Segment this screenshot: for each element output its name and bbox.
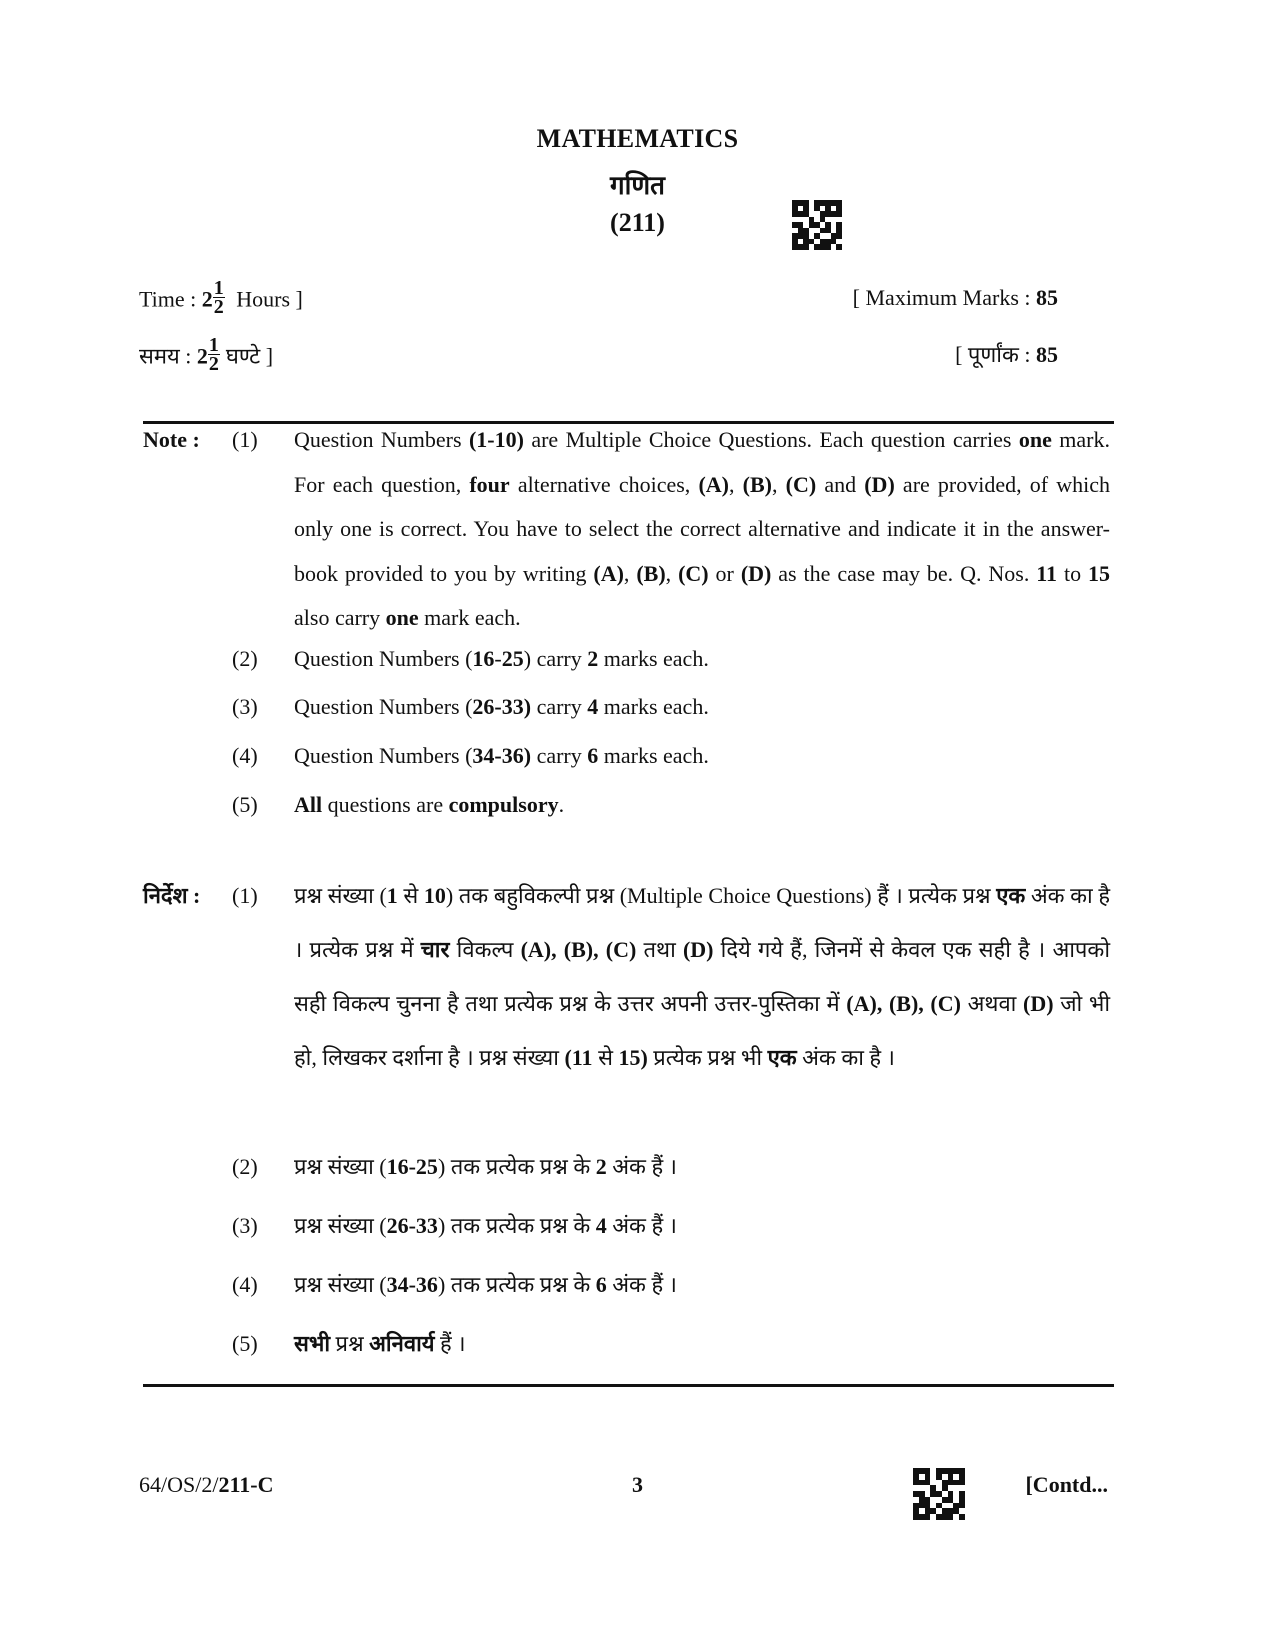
note-en-item-5 (294, 790, 1110, 820)
emphasis-text: 34-36) (472, 743, 532, 768)
plain-text: mark. For each question, (294, 427, 1110, 497)
emphasis-text: one (385, 605, 419, 630)
emphasis-text: (B) (636, 560, 666, 586)
plain-text: से (592, 1045, 619, 1070)
emphasis-text: 2 (587, 646, 599, 671)
continued-label: [Contd... (1025, 1472, 1108, 1497)
time-hi-fraction-numerator: 1 (208, 334, 219, 356)
note-en-item-3 (294, 692, 1110, 722)
emphasis-text: (C) (785, 471, 817, 497)
note-en-num-2: (2) (232, 646, 258, 671)
emphasis-text: 26-33 (386, 1213, 438, 1238)
time-hi-prefix: समय : (139, 343, 197, 369)
note-en-label: Note : (143, 427, 200, 452)
emphasis-text: 15 (1088, 560, 1110, 586)
plain-text: तथा (636, 937, 683, 962)
note-hi-num-1: (1) (232, 883, 258, 908)
time-hi-fraction-denominator: 2 (208, 353, 219, 375)
plain-text: अंक का है । प्रत्येक प्रश्न में (294, 883, 1111, 962)
note-hi-num-3: (3) (232, 1213, 258, 1238)
emphasis-text: 25 (501, 646, 524, 671)
note-en-num-5: (5) (232, 792, 258, 817)
emphasis-text: (1-10) (468, 427, 524, 452)
note-hi-label: निर्देश : (143, 883, 201, 908)
plain-text: Question Numbers (294, 427, 469, 452)
plain-text: , (665, 560, 679, 586)
plain-text: प्रश्न संख्या ( (294, 883, 387, 908)
plain-text: , (623, 560, 637, 586)
emphasis-text: चार (420, 937, 450, 962)
max-marks-hi-value: 85 (1036, 342, 1058, 367)
plain-text: प्रश्न संख्या ( (294, 1272, 387, 1297)
time-en-prefix: Time : (139, 286, 202, 312)
emphasis-text: four (469, 471, 510, 497)
bottom-divider (143, 1384, 1114, 1387)
emphasis-text: एक (767, 1045, 797, 1070)
plain-text: अंक हैं । (606, 1154, 677, 1179)
emphasis-text: 4 (587, 694, 599, 719)
qr-code-icon (792, 200, 842, 250)
emphasis-text: (D) (740, 560, 772, 586)
emphasis-text: अनिवार्य (369, 1331, 435, 1356)
plain-text: अंक हैं । (606, 1213, 677, 1238)
plain-text: marks each. (598, 743, 709, 768)
time-hi-suffix: घण्टे ] (225, 343, 274, 369)
time-en (139, 277, 303, 320)
plain-text: Question Numbers ( (294, 694, 473, 719)
plain-text: प्रश्न संख्या ( (294, 1154, 387, 1179)
plain-text: अथवा (960, 991, 1024, 1016)
plain-text: ) तक बहुविकल्पी प्रश्न (Multiple Choice Questions) हैं । प्रत्येक प्रश्न (445, 883, 997, 908)
emphasis-text: compulsory (448, 792, 559, 817)
plain-text: हैं । (434, 1331, 466, 1356)
emphasis-text: 16-25 (386, 1154, 438, 1179)
plain-text: also carry (294, 605, 386, 630)
emphasis-text: 6 (595, 1272, 607, 1297)
emphasis-text: 26-33) (472, 694, 532, 719)
max-marks-hi (955, 340, 1058, 370)
emphasis-text: (A) (698, 471, 729, 497)
plain-text: ) carry (523, 646, 588, 671)
max-marks-en-prefix: [ Maximum Marks : (852, 285, 1036, 310)
time-whole: 2 (201, 286, 213, 312)
plain-text: as the case may be. Q. Nos. (771, 560, 1037, 586)
plain-text: Question Numbers ( (294, 743, 473, 768)
plain-text: mark each. (418, 605, 521, 630)
subject-title-en: MATHEMATICS (536, 124, 739, 153)
note-en-item-1 (294, 418, 1110, 641)
emphasis-text: (D) (1023, 991, 1054, 1016)
plain-text: ) तक प्रत्येक प्रश्न के (437, 1154, 596, 1179)
max-marks-en (853, 283, 1058, 313)
paper-code-bold: 211-C (218, 1472, 274, 1497)
plain-text: प्रश्न संख्या ( (294, 1213, 387, 1238)
note-hi-num-4: (4) (232, 1272, 258, 1297)
emphasis-text: (A), (B), (C) (520, 937, 637, 962)
plain-text: alternative choices, (509, 471, 699, 497)
qr-code-footer-icon (913, 1468, 965, 1520)
time-en-suffix: Hours ] (236, 286, 303, 312)
plain-text: ) तक प्रत्येक प्रश्न के (437, 1272, 596, 1297)
plain-text: are provided, of which only one is correct. You have to select the correct alternative and indicate it in the answer-book provided to you by writing (294, 471, 1111, 586)
plain-text: विकल्प (449, 937, 521, 962)
note-en-num-3: (3) (232, 694, 258, 719)
plain-text: प्रश्न (330, 1331, 370, 1356)
note-en-num-1: (1) (232, 427, 258, 452)
time-hi-whole: 2 (196, 343, 208, 369)
emphasis-text: 15) (618, 1045, 648, 1070)
time-hi (139, 334, 274, 377)
note-hi-item-2 (294, 1152, 1110, 1182)
time-fraction-numerator: 1 (213, 277, 224, 299)
note-hi-item-3 (294, 1211, 1110, 1241)
note-en-num-4: (4) (232, 743, 258, 768)
emphasis-text: 2 (595, 1154, 607, 1179)
emphasis-text: 10 (423, 883, 446, 908)
plain-text: - (494, 646, 502, 671)
emphasis-text: 4 (595, 1213, 607, 1238)
emphasis-text: (C) (678, 560, 709, 586)
emphasis-text: (B) (742, 471, 772, 497)
plain-text: and (816, 471, 865, 497)
plain-text: carry (531, 743, 588, 768)
note-en-item-4 (294, 741, 1110, 771)
subject-title-hi: गणित (610, 171, 665, 200)
subject-code: (211) (610, 208, 665, 237)
time-hi-fraction (208, 336, 220, 373)
plain-text: अंक का है । (796, 1045, 895, 1070)
emphasis-text: (11 (564, 1045, 593, 1070)
emphasis-text: (D) (864, 471, 895, 497)
note-hi-num-5: (5) (232, 1331, 258, 1356)
note-hi-item-1 (294, 869, 1110, 1085)
plain-text: Question Numbers ( (294, 646, 473, 671)
page-number: 3 (632, 1472, 643, 1497)
plain-text: अंक हैं । (606, 1272, 677, 1297)
emphasis-text: 1 (386, 883, 398, 908)
emphasis-text: (A), (B), (C) (846, 991, 961, 1016)
plain-text: जो भी हो, लिखकर दर्शाना है । प्रश्न संख्या (294, 991, 1111, 1070)
paper-code-prefix: 64/OS/2/ (139, 1472, 219, 1497)
emphasis-text: 11 (1036, 560, 1058, 586)
note-en-item-2 (294, 644, 1110, 674)
emphasis-text: All (294, 792, 323, 817)
plain-text: प्रत्येक प्रश्न भी (647, 1045, 768, 1070)
plain-text: से (397, 883, 424, 908)
plain-text: to (1057, 560, 1088, 586)
plain-text: ) तक प्रत्येक प्रश्न के (437, 1213, 596, 1238)
emphasis-text: 34-36 (386, 1272, 438, 1297)
emphasis-text: one (1018, 427, 1052, 452)
emphasis-text: सभी (294, 1331, 331, 1356)
plain-text: questions are (322, 792, 449, 817)
plain-text: , (728, 471, 743, 497)
emphasis-text: एक (996, 883, 1026, 908)
max-marks-value: 85 (1036, 285, 1058, 310)
time-fraction (213, 279, 225, 316)
plain-text: , (771, 471, 786, 497)
plain-text: marks each. (598, 694, 709, 719)
emphasis-text: (D) (682, 937, 714, 962)
plain-text: are Multiple Choice Questions. Each question carries (523, 427, 1019, 452)
emphasis-text: 16 (472, 646, 495, 671)
plain-text: carry (531, 694, 588, 719)
plain-text: दिये गये हैं, जिनमें से केवल एक सही है । आपको सही विकल्प चुनना है तथा प्रत्येक प्रश्न के उत्तर अपनी उत्तर-पुस्तिका में (294, 937, 1111, 1016)
plain-text: or (708, 560, 741, 586)
plain-text: marks each. (598, 646, 709, 671)
note-hi-num-2: (2) (232, 1154, 258, 1179)
emphasis-text: (A) (593, 560, 624, 586)
max-marks-hi-prefix: [ पूर्णांक : (955, 342, 1036, 367)
note-hi-item-5 (294, 1329, 1110, 1359)
plain-text: . (558, 792, 565, 817)
note-hi-item-4 (294, 1270, 1110, 1300)
time-fraction-denominator: 2 (213, 296, 224, 318)
emphasis-text: 6 (587, 743, 599, 768)
